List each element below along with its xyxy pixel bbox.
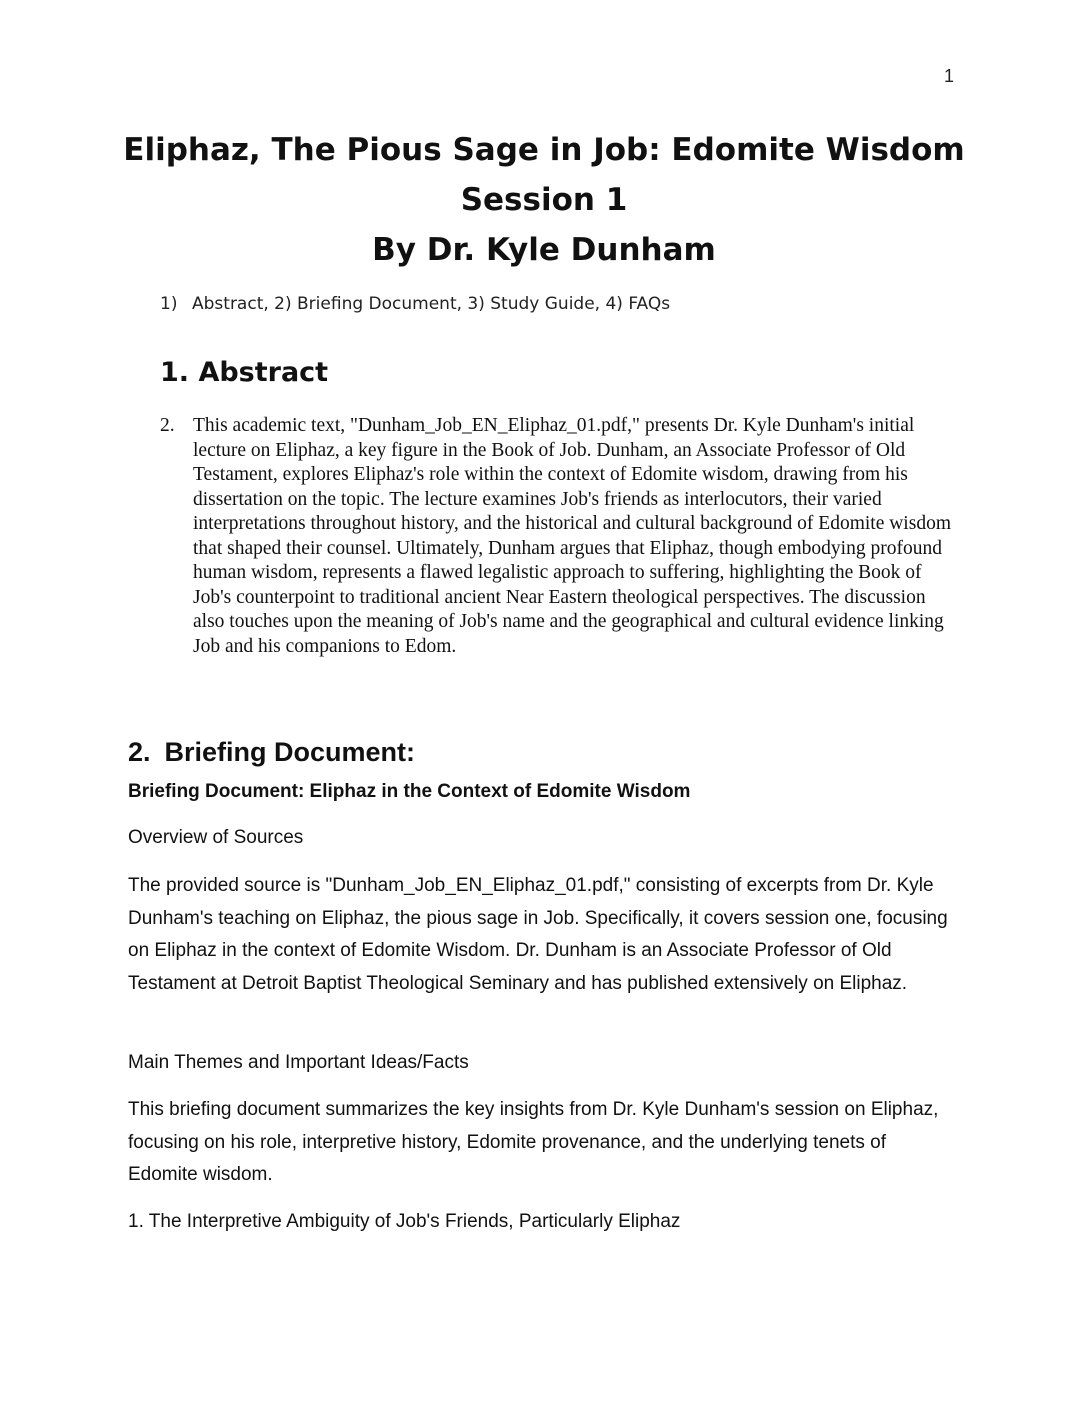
overview-label: Overview of Sources <box>128 827 304 848</box>
briefing-heading-number: 2. <box>128 737 151 767</box>
document-title: Eliphaz, The Pious Sage in Job: Edomite Wisdom <box>123 132 965 168</box>
author-line: By Dr. Kyle Dunham <box>372 232 716 268</box>
session-subtitle: Session 1 <box>460 182 628 218</box>
abstract-heading: 1. Abstract <box>160 357 329 388</box>
abstract-item-number: 2. <box>160 415 175 436</box>
briefing-heading-text: Briefing Document: <box>164 737 416 767</box>
page-number: 1 <box>944 66 955 86</box>
overview-paragraph: The provided source is "Dunham_Job_EN_Eliphaz_01.pdf," consisting of excerpts from Dr. Kyle Dunham's teaching on Eliphaz, the pious sage in Job. Specifically, it covers session one, focusing on Eliphaz in the context of Edomite Wisdom. Dr. Dunham is an Associate Professor of Old Testament at Detroit Baptist Theological Seminary and has published extensively on Eliphaz. <box>128 875 948 994</box>
briefing-heading <box>128 733 415 771</box>
contents-number: 1) <box>160 294 178 314</box>
abstract-text: This academic text, "Dunham_Job_EN_Eliphaz_01.pdf," presents Dr. Kyle Dunham's initial lecture on Eliphaz, a key figure in the Book of Job. Dunham, an Associate Professor of Old Testament, explores Eliphaz's role within the context of Edomite wisdom, drawing from his dissertation on the topic. The lecture examines Job's friends as interlocutors, their varied interpretations throughout history, and the historical and cultural background of Edomite wisdom that shaped their counsel. Ultimately, Dunham argues that Eliphaz, though embodying profound human wisdom, represents a flawed legalistic approach to suffering, highlighting the Book of Job's counterpoint to traditional ancient Near Eastern theological perspectives. The discussion also touches upon the meaning of Job's name and the geographical and cultural evidence linking Job and his companions to Edom. <box>193 415 951 657</box>
briefing-subtitle: Briefing Document: Eliphaz in the Context of Edomite Wisdom <box>128 781 691 802</box>
themes-paragraph: This briefing document summarizes the key insights from Dr. Kyle Dunham's session on Eliphaz, focusing on his role, interpretive history, Edomite provenance, and the underlying tenets of Edomite wisdom. <box>128 1099 939 1185</box>
abstract-list-item <box>160 414 960 659</box>
contents-text: Abstract, 2) Briefing Document, 3) Study Guide, 4) FAQs <box>192 294 671 314</box>
themes-label: Main Themes and Important Ideas/Facts <box>128 1052 469 1073</box>
point-1-heading: 1. The Interpretive Ambiguity of Job's Friends, Particularly Eliphaz <box>128 1211 681 1232</box>
table-of-contents <box>160 294 670 314</box>
